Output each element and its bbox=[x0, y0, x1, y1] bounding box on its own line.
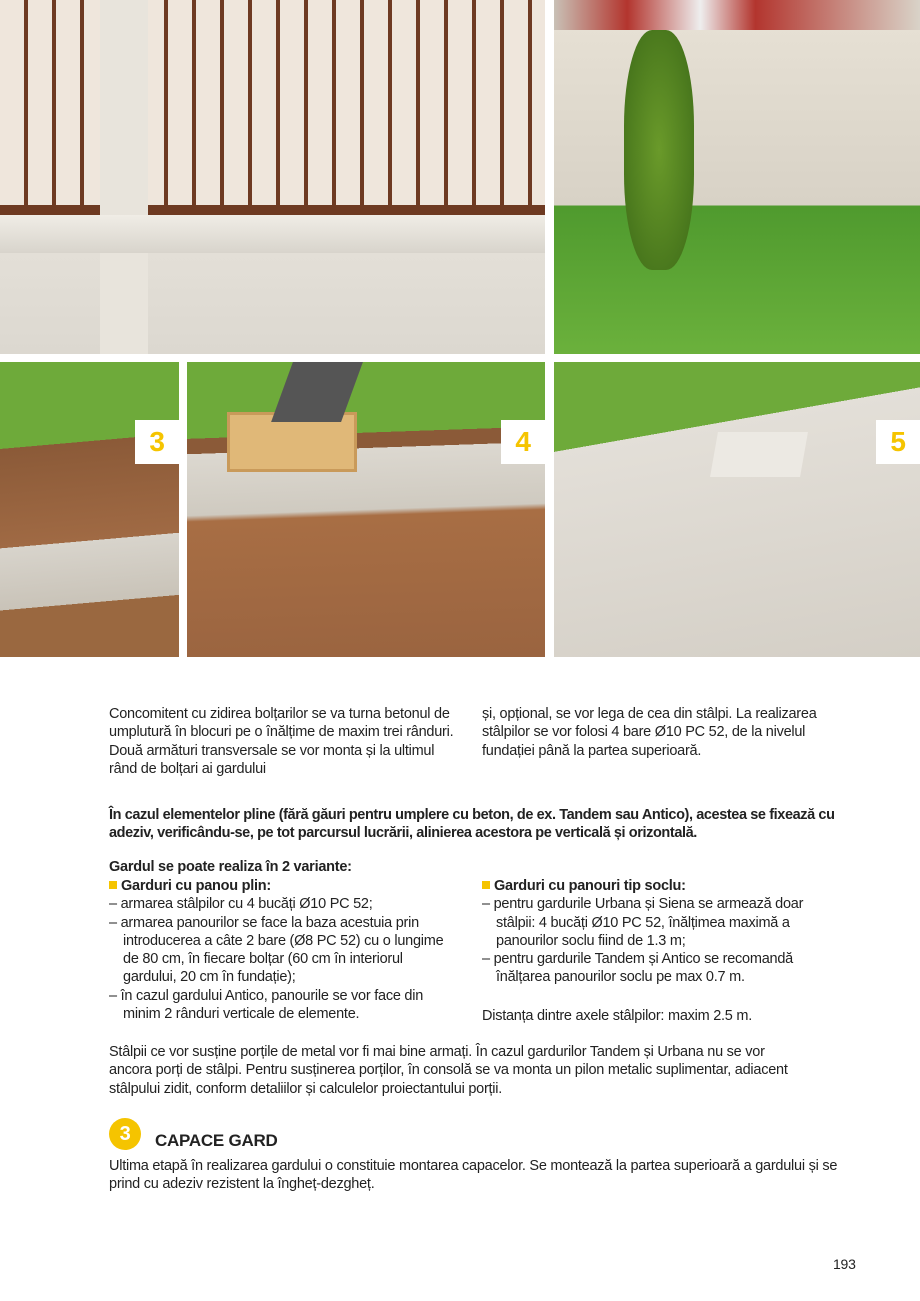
section-title: CAPACE GARD bbox=[155, 1131, 278, 1150]
step-badge-3: 3 bbox=[135, 420, 179, 464]
list-item: – armarea panourilor se face la baza acestuia prin introducerea a câte 2 bare (Ø8 PC 52) cu o lungime de 80 cm, în fiecare bolțar (60 cm în interiorul gardului, 20 cm în fundație); bbox=[109, 914, 444, 986]
gates-paragraph: Stâlpii ce vor susține porțile de metal vor fi mai bine armați. În cazul gardurilor Tandem și Urbana nu se vor ancora porți de stâlpi. Pentru susținerea porților, în consolă se va monta un pilon metalic suplimentar, adiacent stâlpului zidit, conform detaliilor și calculelor proiectantului porții. bbox=[109, 1044, 788, 1097]
list-item: – în cazul gardului Antico, panourile se vor face din minim 2 rânduri verticale de elemente. bbox=[109, 987, 424, 1023]
variants-title: Gardul se poate realiza în 2 variante: bbox=[109, 859, 352, 875]
list-item: – pentru gardurile Urbana și Siena se armează doar stâlpii: 4 bucăți Ø10 PC 52, înălțimea maximă a panourilor soclu fiind de 1.3 m; bbox=[482, 896, 804, 949]
pillar-distance: Distanța dintre axele stâlpilor: maxim 2.5 m. bbox=[482, 1008, 752, 1024]
page-number: 193 bbox=[833, 1256, 856, 1272]
yellow-square-icon bbox=[109, 881, 117, 889]
yellow-square-icon bbox=[482, 881, 490, 889]
section-number-badge: 3 bbox=[109, 1118, 141, 1150]
intro-col2: și, opțional, se vor lega de cea din stâlpi. La realizarea stâlpilor se vor folosi 4 bare Ø10 PC 52, de la nivelul fundației până la partea superioară. bbox=[482, 706, 817, 759]
step-badge-4: 4 bbox=[501, 420, 545, 464]
intro-col1: Concomitent cu zidirea bolțarilor se va turna betonul de umplutură în blocuri pe o înălțime de maxim trei rânduri. Două armături transversale se vor monta și la ultimul rând de bolțari ai gardului bbox=[109, 706, 454, 777]
step4-illustration bbox=[187, 362, 545, 657]
fence-metal-bars-photo bbox=[0, 0, 545, 354]
variant-plin-title: Garduri cu panou plin: bbox=[121, 878, 271, 894]
step3-illustration bbox=[0, 362, 179, 657]
step-badge-5: 5 bbox=[876, 420, 920, 464]
bold-note: În cazul elementelor pline (fără găuri pentru umplere cu beton, de ex. Tandem sau Antico), acestea se fixează cu adeziv, verificându-se, pe tot parcursul lucrării, alinierea acestora pe verticală și orizontală. bbox=[109, 807, 835, 842]
section-text: Ultima etapă în realizarea gardului o constituie montarea capacelor. Se montează la partea superioară a gardului și se prind cu adeziv rezistent la îngheț-dezgheț. bbox=[109, 1158, 838, 1193]
list-item: – pentru gardurile Tandem și Antico se recomandă înălțarea panourilor soclu pe max 0.7 m. bbox=[482, 951, 793, 986]
step5-illustration bbox=[554, 362, 920, 657]
list-item: – armarea stâlpilor cu 4 bucăți Ø10 PC 52; bbox=[109, 896, 373, 913]
fence-garden-photo bbox=[554, 0, 920, 354]
variant-soclu bbox=[482, 877, 837, 987]
variant-soclu-title: Garduri cu panouri tip soclu: bbox=[494, 878, 686, 894]
variant-plin bbox=[109, 877, 459, 1023]
